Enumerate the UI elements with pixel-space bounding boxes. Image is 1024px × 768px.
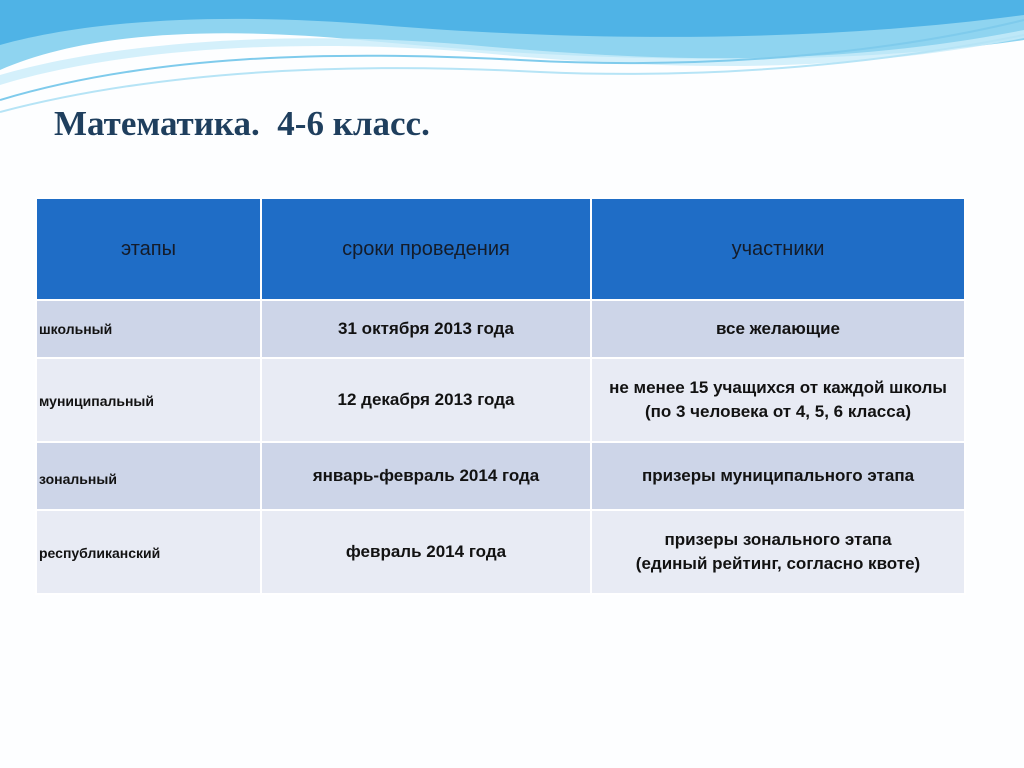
table-row: [36, 442, 965, 510]
participants-cell: [591, 300, 965, 358]
table-row: [36, 510, 965, 594]
table-row: [36, 300, 965, 358]
participants-line: (единый рейтинг, согласно квоте): [635, 554, 921, 573]
participants-line: (по 3 человека от 4, 5, 6 класса): [644, 402, 912, 421]
participants-cell: [591, 442, 965, 510]
participants-line: все желающие: [716, 319, 840, 338]
page-title: Математика. 4-6 класс.: [54, 104, 430, 143]
participants-line: призеры зонального этапа: [664, 530, 892, 549]
dates-cell: январь-февраль 2014 года: [261, 442, 591, 510]
column-header-stage: этапы: [36, 198, 261, 300]
participants-line: призеры муниципального этапа: [641, 466, 915, 485]
stage-cell: республиканский: [36, 510, 261, 594]
participants-cell: [591, 358, 965, 442]
participants-line: не менее 15 учащихся от каждой школы: [609, 378, 947, 397]
table-row: [36, 358, 965, 442]
stage-cell: школьный: [36, 300, 261, 358]
column-header-participants: участники: [591, 198, 965, 300]
table-header-row: [36, 198, 965, 300]
dates-cell: 31 октября 2013 года: [261, 300, 591, 358]
participants-cell: [591, 510, 965, 594]
dates-cell: 12 декабря 2013 года: [261, 358, 591, 442]
column-header-dates: сроки проведения: [261, 198, 591, 300]
stage-cell: муниципальный: [36, 358, 261, 442]
olympiad-schedule-table: [35, 197, 966, 595]
stage-cell: зональный: [36, 442, 261, 510]
dates-cell: февраль 2014 года: [261, 510, 591, 594]
